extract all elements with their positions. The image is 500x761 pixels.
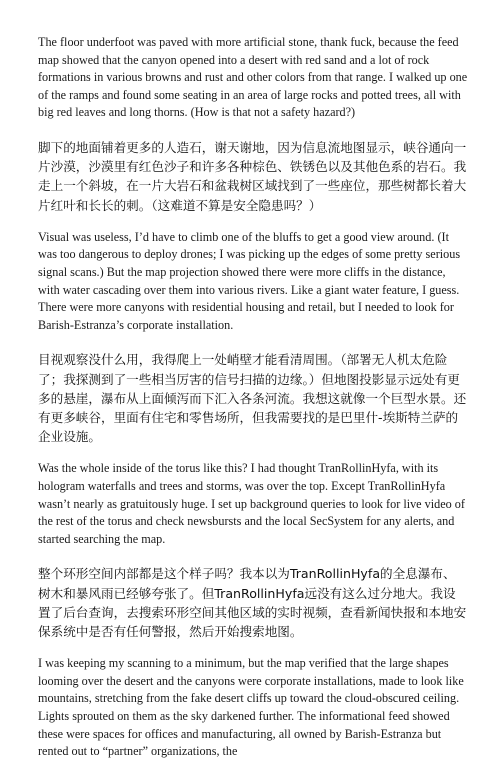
paragraph-en-2: Visual was useless, I’d have to climb one of the bluffs to get a good view around. (It was too dangerous to deploy drones; I was picking up the edges of some pretty serious signal scans.) But the map projection showed there were more cliffs in the distance, with water cascading over them into various rivers. Like a giant water feature, I guess. There were more canyons with residential housing and retail, but I needed to look for Barish-Estranza’s corporate installation. (38, 229, 461, 332)
paragraph-zh-2: 目视观察没什么用，我得爬上一处峭壁才能看清周围。（部署无人机太危险了；我探测到了一些相当厉害的信号扫描的边缘。）但地图投影显示远处有更多的悬崖，瀑布从上面倾泻而下汇入各条河流。我想这就像一个巨型水景。还有更多峡谷，里面有住宅和零售场所，但我需要找的是巴里什-埃斯特兰萨的企业设施。 (38, 352, 467, 445)
paragraph-en-1: The floor underfoot was paved with more artificial stone, thank fuck, because the feed map showed that the canyon opened into a desert with red sand and a lot of rock formations in various browns and rust and other colors from that range. I walked up one of the ramps and found some seating in an area of large rocks and potted trees, all with big red leaves and long thorns. (How is that not a safety hazard?) (38, 35, 468, 120)
paragraph-en-4: I was keeping my scanning to a minimum, but the map verified that the large shapes looming over the desert and the canyons were corporate installations, made to look like mountains, stretching from the fake desert cliffs up toward the cloud-obscured ceiling. Lights sprouted on them as the sky darkened further. The informational feed showed these were spaces for offices and manufacturing, all owned by Barish-Estranza but rented out to “partner” organizations, the (38, 656, 464, 759)
document-page (38, 34, 468, 761)
paragraph-en-3: Was the whole inside of the torus like this? I had thought TranRollinHyfa, with its hologram waterfalls and trees and storms, was over the top. Except TranRollinHyfa wasn’t nearly as gratuitously huge. I set up background queries to look for live video of the rest of the torus and check newsbursts and the local SecSystem for any alerts, and started searching the map. (38, 461, 465, 546)
paragraph-zh-1: 脚下的地面铺着更多的人造石，谢天谢地，因为信息流地图显示，峡谷通向一片沙漠，沙漠里有红色沙子和许多各种棕色、铁锈色以及其他色系的岩石。我走上一个斜坡，在一片大岩石和盆栽树区域找到了一些座位，那些树都长着大片红叶和长长的刺。（这难道不算是安全隐患吗？） (38, 139, 467, 213)
paragraph-zh-3: 整个环形空间内部都是这个样子吗？我本以为TranRollinHyfa的全息瀑布、树木和暴风雨已经够夸张了。但TranRollinHyfa远没有这么过分地大。我设置了后台查询，去搜索环形空间其他区域的实时视频，查看新闻快报和本地安保系统中是否有任何警报，然后开始搜索地图。 (38, 566, 467, 639)
